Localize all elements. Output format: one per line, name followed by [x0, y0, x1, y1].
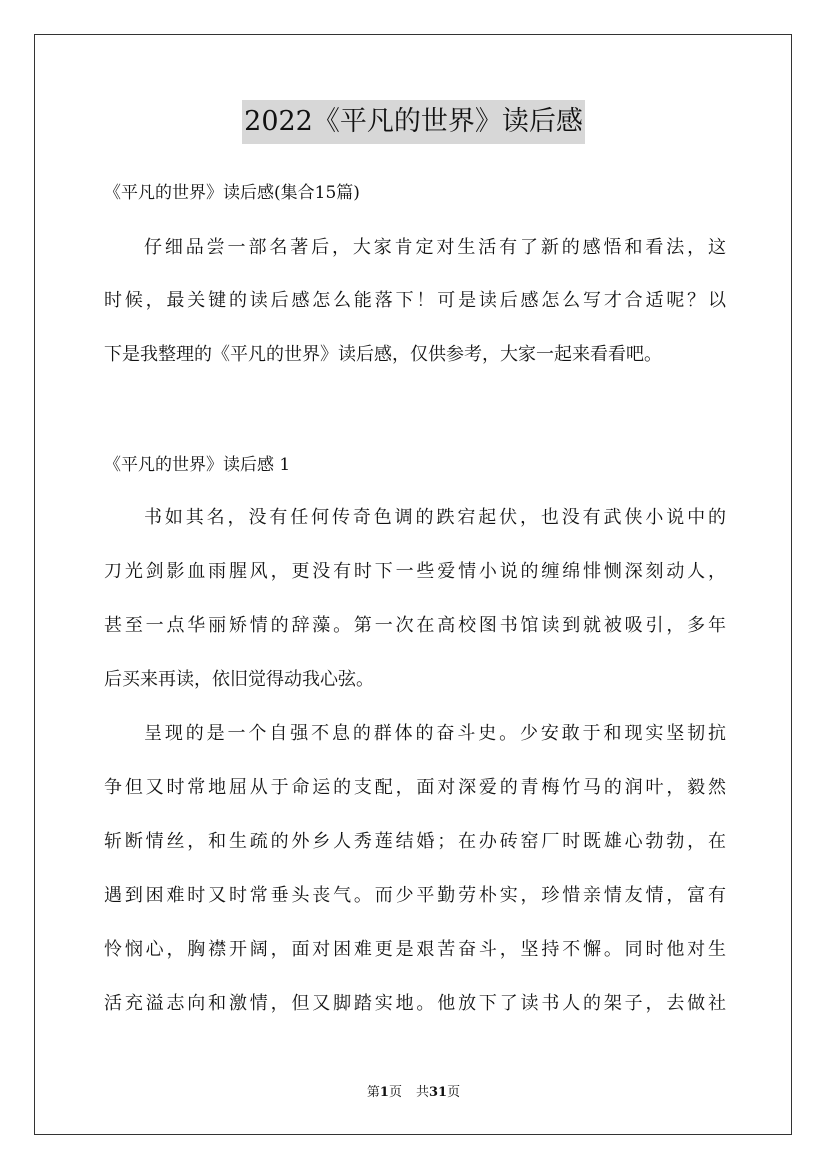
page-footer: [0, 1084, 827, 1102]
title-container: [0, 100, 827, 144]
paragraph1-line-4: 后买来再读，依旧觉得动我心弦。: [104, 669, 374, 690]
paragraph2-line-5: 怜悯心，胸襟开阔，面对困难更是艰苦奋斗，坚持不懈。同时他对生: [104, 939, 726, 960]
paragraph1-line-1: 书如其名，没有任何传奇色调的跌宕起伏，也没有武侠小说中的: [144, 507, 726, 528]
intro-line-1: 仔细品尝一部名著后，大家肯定对生活有了新的感悟和看法，这: [144, 237, 726, 258]
document-title: 2022《平凡的世界》读后感: [242, 100, 585, 144]
paragraph2-line-6: 活充溢志向和激情，但又脚踏实地。他放下了读书人的架子，去做社: [104, 993, 726, 1014]
paragraph2-line-3: 斩断情丝，和生疏的外乡人秀莲结婚；在办砖窑厂时既雄心勃勃，在: [104, 831, 726, 852]
total-pages: 31: [428, 1085, 448, 1100]
paragraph1-line-3: 甚至一点华丽矫情的辞藻。第一次在高校图书馆读到就被吸引，多年: [104, 615, 726, 636]
section-heading: 《平凡的世界》读后感 1: [104, 455, 291, 475]
total-suffix: 页: [447, 1085, 461, 1100]
page-prefix: 第: [366, 1085, 380, 1100]
paragraph2-line-4: 遇到困难时又时常垂头丧气。而少平勤劳朴实，珍惜亲情友情，富有: [104, 885, 726, 906]
paragraph2-line-1: 呈现的是一个自强不息的群体的奋斗史。少安敢于和现实坚韧抗: [144, 723, 726, 744]
paragraph2-line-2: 争但又时常地屈从于命运的支配，面对深爱的青梅竹马的润叶，毅然: [104, 777, 726, 798]
page-number: 1: [379, 1085, 389, 1100]
intro-line-2: 时候，最关键的读后感怎么能落下！可是读后感怎么写才合适呢？以: [104, 290, 726, 311]
total-prefix: 共: [415, 1085, 429, 1100]
intro-line-3: 下是我整理的《平凡的世界》读后感，仅供参考，大家一起来看看吧。: [104, 344, 662, 365]
page-suffix: 页: [388, 1085, 402, 1100]
document-subtitle: 《平凡的世界》读后感(集合15篇): [104, 183, 360, 203]
paragraph1-line-2: 刀光剑影血雨腥风，更没有时下一些爱情小说的缠绵悱恻深刻动人，: [104, 561, 726, 582]
